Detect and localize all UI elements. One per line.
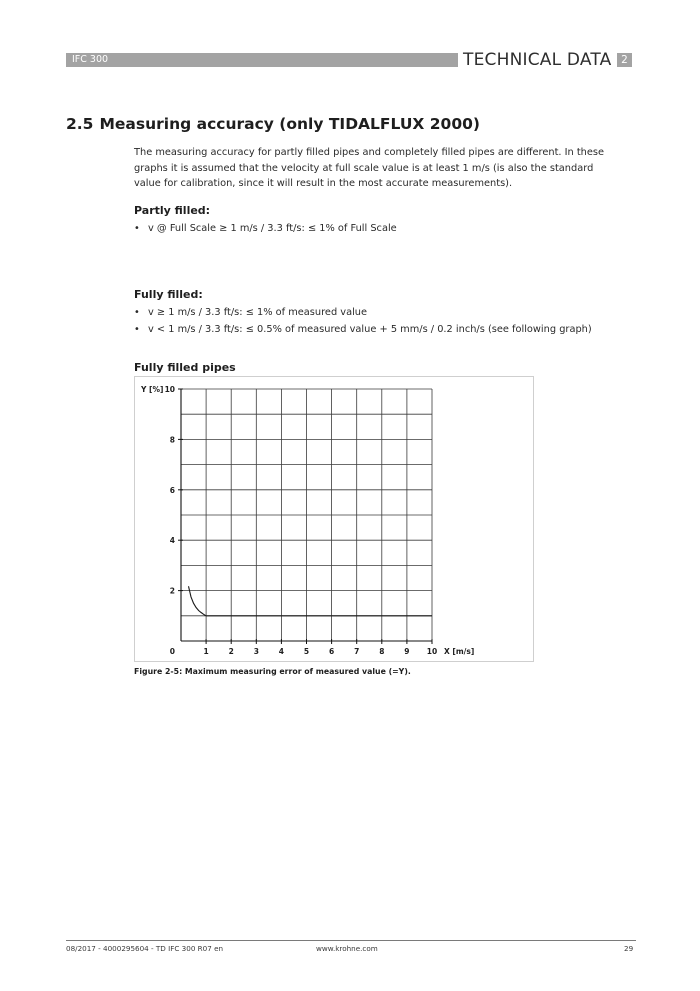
section-number: 2.5	[66, 115, 94, 133]
y-axis-label: Y [%]	[141, 385, 164, 394]
section-heading	[66, 114, 480, 134]
list-item	[134, 222, 397, 236]
y-tick-label: 10	[164, 385, 175, 394]
x-tick-label: 9	[404, 647, 410, 656]
x-tick-label: 1	[203, 647, 209, 656]
intro-paragraph	[134, 145, 634, 192]
y-tick-label: 8	[169, 435, 175, 445]
bullet-dot: •	[134, 223, 140, 234]
intro-line: The measuring accuracy for partly filled pipes and completely filled pipes are different. In these	[134, 147, 605, 158]
list-item	[134, 306, 367, 320]
partly-filled-heading: Partly filled:	[134, 204, 211, 217]
x-tick-label: 3	[253, 647, 259, 656]
x-tick-label: 2	[228, 647, 234, 656]
x-tick-label: 8	[379, 647, 385, 656]
y-tick-label: 2	[169, 586, 175, 596]
header-chapter-number: 2	[617, 53, 632, 67]
x-tick-label: 6	[328, 647, 335, 656]
x-axis-label: X [m/s]	[444, 647, 475, 656]
x-tick-label: 5	[303, 647, 310, 656]
accuracy-chart	[135, 377, 533, 661]
y-tick-label: 4	[169, 536, 175, 546]
footer-doc-id: 08/2017 - 4000295604 - TD IFC 300 R07 en	[66, 944, 224, 953]
list-item	[134, 323, 592, 337]
origin-label: 0	[169, 647, 175, 656]
chart-frame	[134, 376, 534, 662]
bullet-text: v ≥ 1 m/s / 3.3 ft/s: ≤ 1% of measured value	[148, 307, 368, 318]
header-section-title: TECHNICAL DATA	[463, 50, 612, 70]
fully-filled-heading: Fully filled:	[134, 288, 203, 301]
x-tick-label: 7	[354, 647, 360, 656]
y-tick-label: 6	[169, 485, 175, 495]
x-tick-label: 10	[426, 647, 438, 656]
graph-heading: Fully filled pipes	[134, 361, 236, 374]
bullet-dot: •	[134, 307, 140, 318]
section-title: Measuring accuracy (only TIDALFLUX 2000)	[99, 115, 480, 133]
bullet-text: v @ Full Scale ≥ 1 m/s / 3.3 ft/s: ≤ 1% of Full Scale	[148, 223, 397, 234]
header-product-name: IFC 300	[72, 54, 109, 65]
x-tick-label: 4	[278, 647, 285, 656]
footer-website: www.krohne.com	[316, 944, 378, 953]
footer-page-number: 29	[624, 944, 634, 953]
bullet-dot: •	[134, 324, 140, 335]
header-bar	[66, 53, 458, 67]
intro-line: graphs it is assumed that the velocity at full scale value is at least 1 m/s (is also the standard	[134, 162, 594, 174]
figure-caption: Figure 2-5: Maximum measuring error of measured value (=Y).	[134, 667, 411, 676]
intro-line: value for calibration, since it will result in the most accurate measurements).	[134, 178, 513, 189]
bullet-text: v < 1 m/s / 3.3 ft/s: ≤ 0.5% of measured value + 5 mm/s / 0.2 inch/s (see following graph)	[148, 324, 592, 335]
footer-rule	[66, 940, 636, 941]
